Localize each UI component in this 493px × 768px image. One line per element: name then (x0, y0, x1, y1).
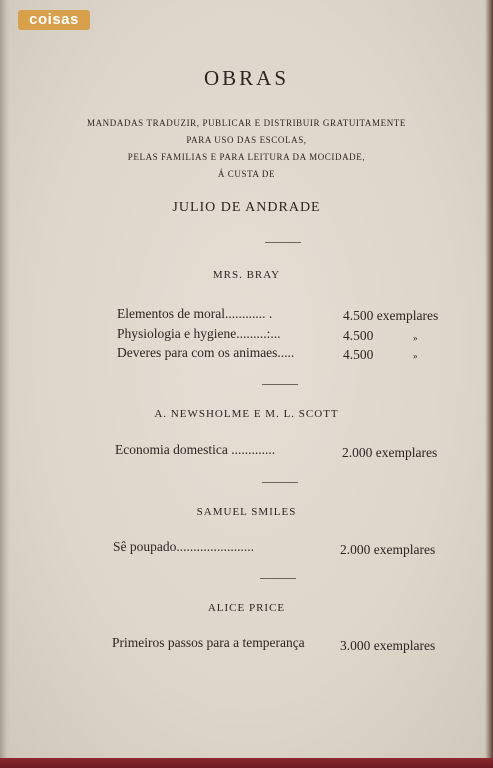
divider (262, 482, 298, 483)
subtitle-line-4: Á CUSTA DE (217, 169, 276, 179)
divider (260, 578, 296, 579)
subtitle-line-2: PARA USO DAS ESCOLAS, (186, 135, 307, 145)
book-title: Elementos de moral............ . (117, 306, 273, 321)
book-copies: 3.000 exemplares (340, 638, 436, 653)
book-title: Physiologia e hygiene.........:... (117, 326, 281, 341)
book-copies: 4.500 exemplares (343, 308, 439, 323)
book-title: Economia domestica ............. (115, 442, 276, 457)
book-cover-edge (0, 758, 493, 768)
watermark-logo: coisas (18, 10, 90, 30)
author-heading: MRS. BRAY (212, 269, 281, 281)
ditto-mark: » (413, 351, 418, 361)
book-copies: 4.500 (343, 328, 374, 343)
book-title: Primeiros passos para a temperança (112, 635, 305, 650)
author-heading: ALICE PRICE (207, 602, 286, 614)
book-copies: 2.000 exemplares (342, 445, 438, 460)
book-title: Deveres para com os animaes..... (117, 345, 295, 360)
page-left-shadow (0, 0, 10, 768)
ditto-mark: » (413, 333, 418, 343)
subtitle-line-3: PELAS FAMILIAS E PARA LEITURA DA MOCIDADE, (127, 152, 366, 162)
author-heading: SAMUEL SMILES (196, 506, 297, 518)
book-title: Sê poupado....................... (113, 539, 254, 554)
book-copies: 2.000 exemplares (340, 542, 436, 557)
subtitle-line-1: MANDADAS TRADUZIR, PUBLICAR E DISTRIBUIR GRATUITAMENTE (86, 118, 406, 128)
page-right-edge (485, 0, 493, 768)
publisher-name: JULIO DE ANDRADE (172, 200, 321, 215)
page-title: OBRAS (203, 66, 290, 90)
divider (262, 384, 298, 385)
author-heading: A. NEWSHOLME E M. L. SCOTT (154, 408, 339, 420)
divider (265, 242, 301, 243)
book-copies: 4.500 (343, 347, 374, 362)
